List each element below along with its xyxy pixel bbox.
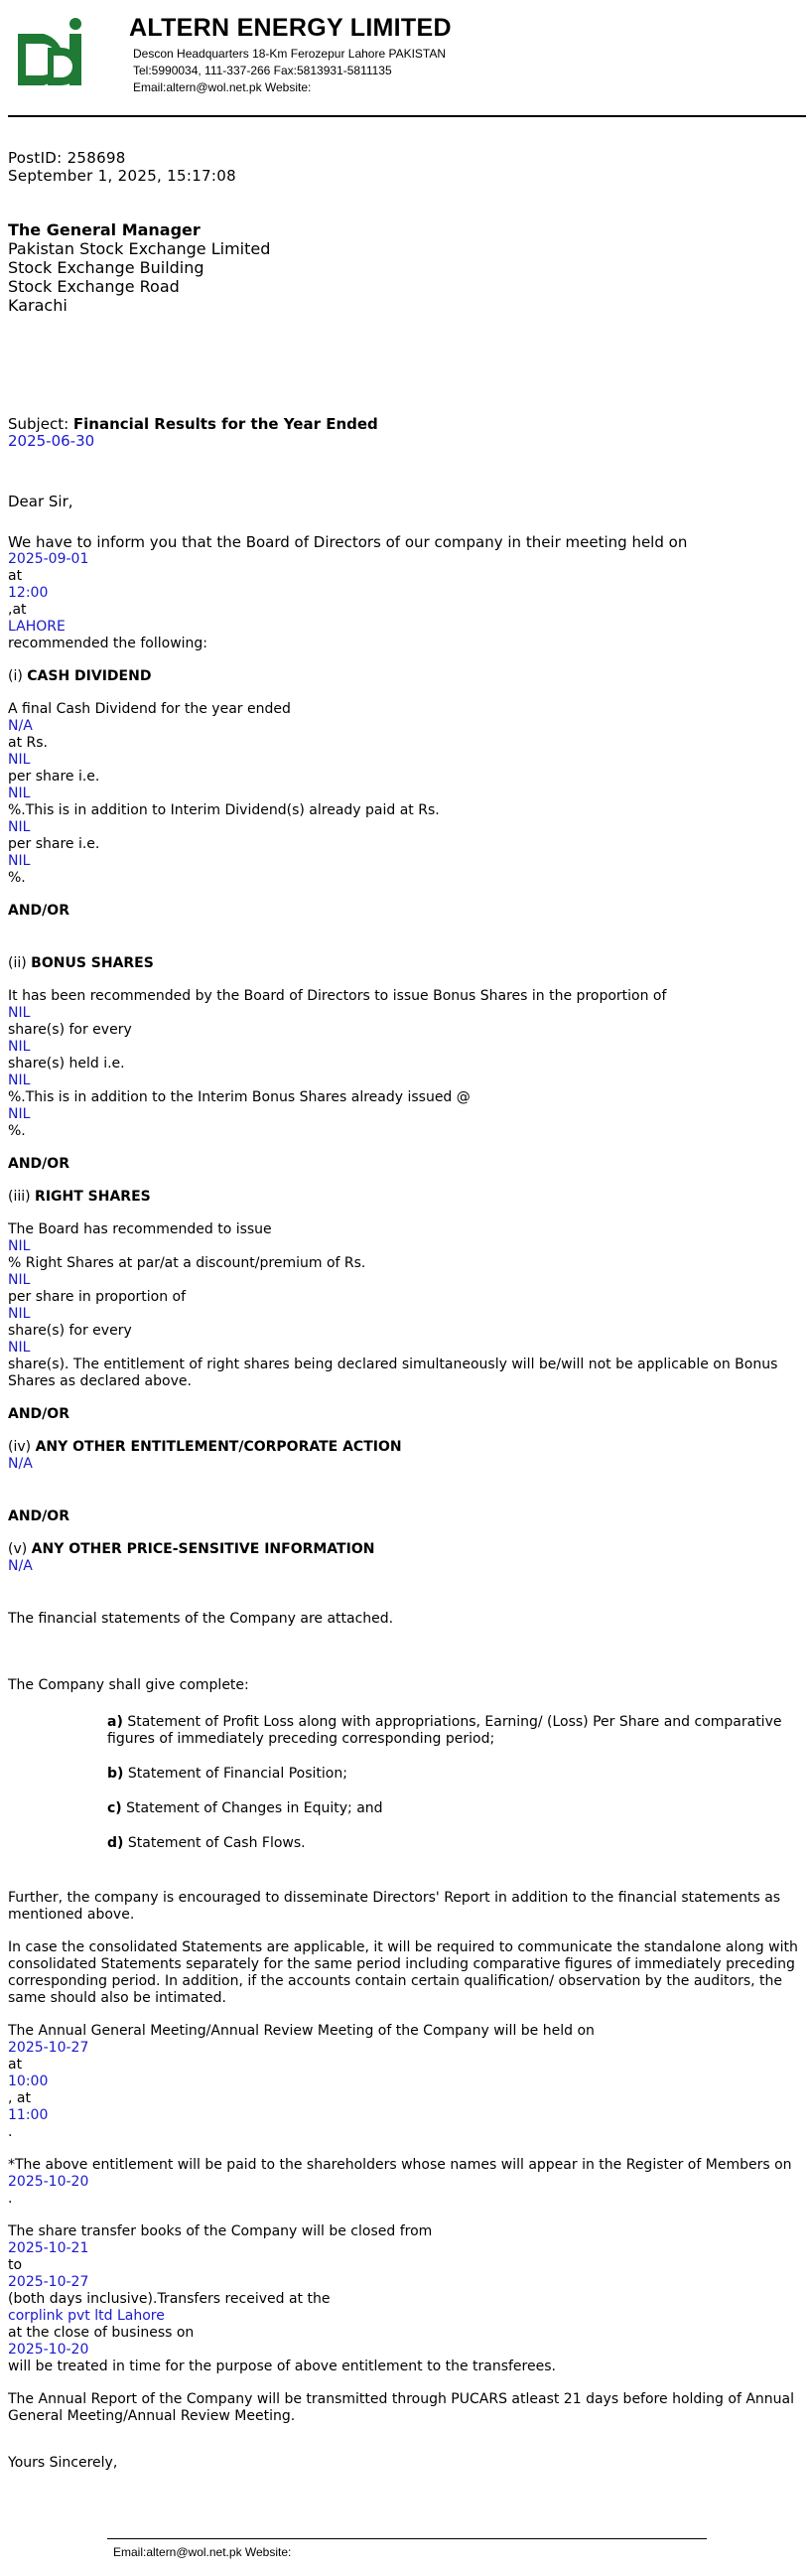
recipient-line: Stock Exchange Road xyxy=(8,277,180,296)
company-contact xyxy=(133,46,446,96)
entitlement-end: . xyxy=(8,2191,13,2207)
entitlement-text: *The above entitlement will be paid to the shareholders whose names will appear in the Register of Members on xyxy=(8,2157,792,2173)
intro-recommended: recommended the following: xyxy=(8,636,208,651)
annual-report-note: The Annual Report of the Company will be transmitted through PUCARS atleast 21 days before holding of Annual General Meeting/Annual Review Meeting. xyxy=(8,2391,794,2424)
further-note: Further, the company is encouraged to disseminate Directors' Report in addition to the financial statements as mentioned above. xyxy=(8,1890,781,1923)
recipient-line: Pakistan Stock Exchange Limited xyxy=(8,239,271,258)
statements-list xyxy=(107,1714,792,1852)
list-label: a) xyxy=(107,1714,123,1730)
entitlement-date: 2025-10-20 xyxy=(8,2174,89,2190)
intro xyxy=(8,534,802,652)
agm-place: 11:00 xyxy=(8,2107,49,2123)
footer-email: Email:altern@wol.net.pk Website: xyxy=(113,2545,292,2559)
book-closure-section xyxy=(8,2223,802,2375)
cash-line: A final Cash Dividend for the year ended xyxy=(8,701,291,717)
list-item xyxy=(107,1766,792,1783)
bonus-value: NIL xyxy=(8,1073,31,1088)
bonus-value: NIL xyxy=(8,1106,31,1122)
right-value: NIL xyxy=(8,1340,31,1356)
intro-at: at xyxy=(8,568,23,584)
bonus-value: NIL xyxy=(8,1039,31,1055)
cash-dividend-section xyxy=(8,668,802,887)
right-value: NIL xyxy=(8,1306,31,1322)
and-or-label: AND/OR xyxy=(8,1508,69,1524)
meeting-date: 2025-09-01 xyxy=(8,551,89,567)
bonus-line: It has been recommended by the Board of Directors to issue Bonus Shares in the proportion of xyxy=(8,988,667,1004)
list-label: c) xyxy=(107,1800,122,1816)
agm-at2: , at xyxy=(8,2090,31,2106)
subject-date: 2025-06-30 xyxy=(8,432,95,450)
list-text: Statement of Cash Flows. xyxy=(127,1835,306,1851)
bonus-line: %.This is in addition to the Interim Bonus Shares already issued @ xyxy=(8,1089,471,1105)
agm-date: 2025-10-27 xyxy=(8,2040,89,2056)
cash-line: per share i.e. xyxy=(8,769,100,785)
price-prefix: (v) xyxy=(8,1541,32,1557)
company-phone: Tel:5990034, 111-337-266 Fax:5813931-5811135 xyxy=(133,64,392,77)
cash-value: NIL xyxy=(8,819,31,835)
bonus-prefix: (ii) xyxy=(8,955,32,971)
intro-at2: ,at xyxy=(8,602,27,618)
closure-registrar: corplink pvt ltd Lahore xyxy=(8,2308,165,2324)
complete-note: The Company shall give complete: xyxy=(8,1677,249,1693)
header-divider xyxy=(8,115,806,117)
closure-from: 2025-10-21 xyxy=(8,2240,89,2256)
cash-line: per share i.e. xyxy=(8,836,100,852)
and-or-label: AND/OR xyxy=(8,1406,69,1422)
right-prefix: (iii) xyxy=(8,1189,36,1205)
bonus-line: %. xyxy=(8,1123,26,1139)
cash-line: %.This is in addition to Interim Dividend(s) already paid at Rs. xyxy=(8,802,440,818)
right-line: share(s). The entitlement of right shares being declared simultaneously will be/will not be applicable on Bonus Shares as declared above. xyxy=(8,1357,778,1389)
cash-value: N/A xyxy=(8,718,33,734)
list-text: Statement of Profit Loss along with appropriations, Earning/ (Loss) Per Share and comparative figures of immediately preceding corresponding period; xyxy=(107,1714,782,1747)
agm-end: . xyxy=(8,2124,13,2140)
bonus-value: NIL xyxy=(8,1005,31,1021)
subject-text: Financial Results for the Year Ended xyxy=(72,415,378,433)
post-meta xyxy=(8,149,802,185)
meeting-place: LAHORE xyxy=(8,619,66,635)
closure-to-label: to xyxy=(8,2257,23,2273)
agm-section xyxy=(8,2023,802,2141)
price-heading: ANY OTHER PRICE-SENSITIVE INFORMATION xyxy=(31,1541,375,1557)
right-line: % Right Shares at par/at a discount/premium of Rs. xyxy=(8,1255,366,1271)
bonus-line: share(s) held i.e. xyxy=(8,1056,125,1072)
agm-at: at xyxy=(8,2057,23,2073)
bonus-heading: BONUS SHARES xyxy=(31,955,154,971)
other-prefix: (iv) xyxy=(8,1439,36,1455)
post-id: PostID: 258698 xyxy=(8,149,126,167)
cash-heading: CASH DIVIDEND xyxy=(27,668,152,684)
other-heading: ANY OTHER ENTITLEMENT/CORPORATE ACTION xyxy=(35,1439,402,1455)
closure-close-date: 2025-10-20 xyxy=(8,2342,89,2358)
post-datetime: September 1, 2025, 15:17:08 xyxy=(8,167,236,185)
other-entitlement-section xyxy=(8,1439,802,1473)
closure-end: will be treated in time for the purpose of above entitlement to the transferees. xyxy=(8,2359,556,2374)
recipient-address xyxy=(8,220,802,315)
right-line: The Board has recommended to issue xyxy=(8,1221,272,1237)
greeting: Dear Sir, xyxy=(8,493,73,510)
right-shares-section xyxy=(8,1189,802,1390)
list-label: b) xyxy=(107,1766,124,1782)
cash-value: NIL xyxy=(8,752,31,768)
list-item xyxy=(107,1800,792,1817)
other-value: N/A xyxy=(8,1456,33,1472)
subject-label: Subject: xyxy=(8,415,69,433)
closure-text: The share transfer books of the Company will be closed from xyxy=(8,2223,433,2239)
list-text: Statement of Changes in Equity; and xyxy=(126,1800,383,1816)
list-label: d) xyxy=(107,1835,124,1851)
entitlement-section xyxy=(8,2157,802,2208)
agm-text: The Annual General Meeting/Annual Review Meeting of the Company will be held on xyxy=(8,2023,595,2039)
company-name: ALTERN ENERGY LIMITED xyxy=(129,14,452,42)
attached-note: The financial statements of the Company are attached. xyxy=(8,1611,394,1627)
right-line: per share in proportion of xyxy=(8,1289,187,1305)
closure-close: at the close of business on xyxy=(8,2325,195,2341)
bonus-line: share(s) for every xyxy=(8,1022,132,1038)
meeting-time: 12:00 xyxy=(8,585,49,601)
agm-time: 10:00 xyxy=(8,2074,49,2089)
and-or-label: AND/OR xyxy=(8,1156,69,1172)
company-logo-icon xyxy=(18,18,99,87)
bonus-shares-section xyxy=(8,955,802,1140)
intro-text: We have to inform you that the Board of Directors of our company in their meeting held on xyxy=(8,533,688,551)
letter-body xyxy=(8,149,802,2472)
subject xyxy=(8,416,802,450)
consolidated-note: In case the consolidated Statements are applicable, it will be required to communicate the standalone along with consolidated Statements separately for the same period including comparative figures of immediately preceding corresponding period. In addition, if the accounts contain certain qualification/ observation by the auditors, the same should also be intimated. xyxy=(8,1939,798,2006)
recipient-line: Karachi xyxy=(8,296,68,315)
right-value: NIL xyxy=(8,1238,31,1254)
list-item xyxy=(107,1714,792,1748)
price-sensitive-section xyxy=(8,1541,802,1575)
footer-divider xyxy=(107,2538,707,2539)
closing: Yours Sincerely, xyxy=(8,2455,118,2471)
letterhead xyxy=(0,0,811,111)
company-email: Email:altern@wol.net.pk Website: xyxy=(133,80,312,94)
and-or-label: AND/OR xyxy=(8,903,69,919)
cash-prefix: (i) xyxy=(8,668,28,684)
list-item xyxy=(107,1835,792,1852)
company-address: Descon Headquarters 18-Km Ferozepur Lahore PAKISTAN xyxy=(133,47,447,61)
cash-line: %. xyxy=(8,870,26,886)
recipient-line: Stock Exchange Building xyxy=(8,258,204,277)
right-line: share(s) for every xyxy=(8,1323,132,1339)
closure-incl: (both days inclusive).Transfers received at the xyxy=(8,2291,331,2307)
cash-value: NIL xyxy=(8,853,31,869)
right-heading: RIGHT SHARES xyxy=(35,1189,151,1205)
recipient-title: The General Manager xyxy=(8,220,201,239)
cash-value: NIL xyxy=(8,786,31,801)
list-text: Statement of Financial Position; xyxy=(127,1766,347,1782)
cash-line: at Rs. xyxy=(8,735,48,751)
right-value: NIL xyxy=(8,1272,31,1288)
closure-to: 2025-10-27 xyxy=(8,2274,89,2290)
price-value: N/A xyxy=(8,1558,33,1574)
